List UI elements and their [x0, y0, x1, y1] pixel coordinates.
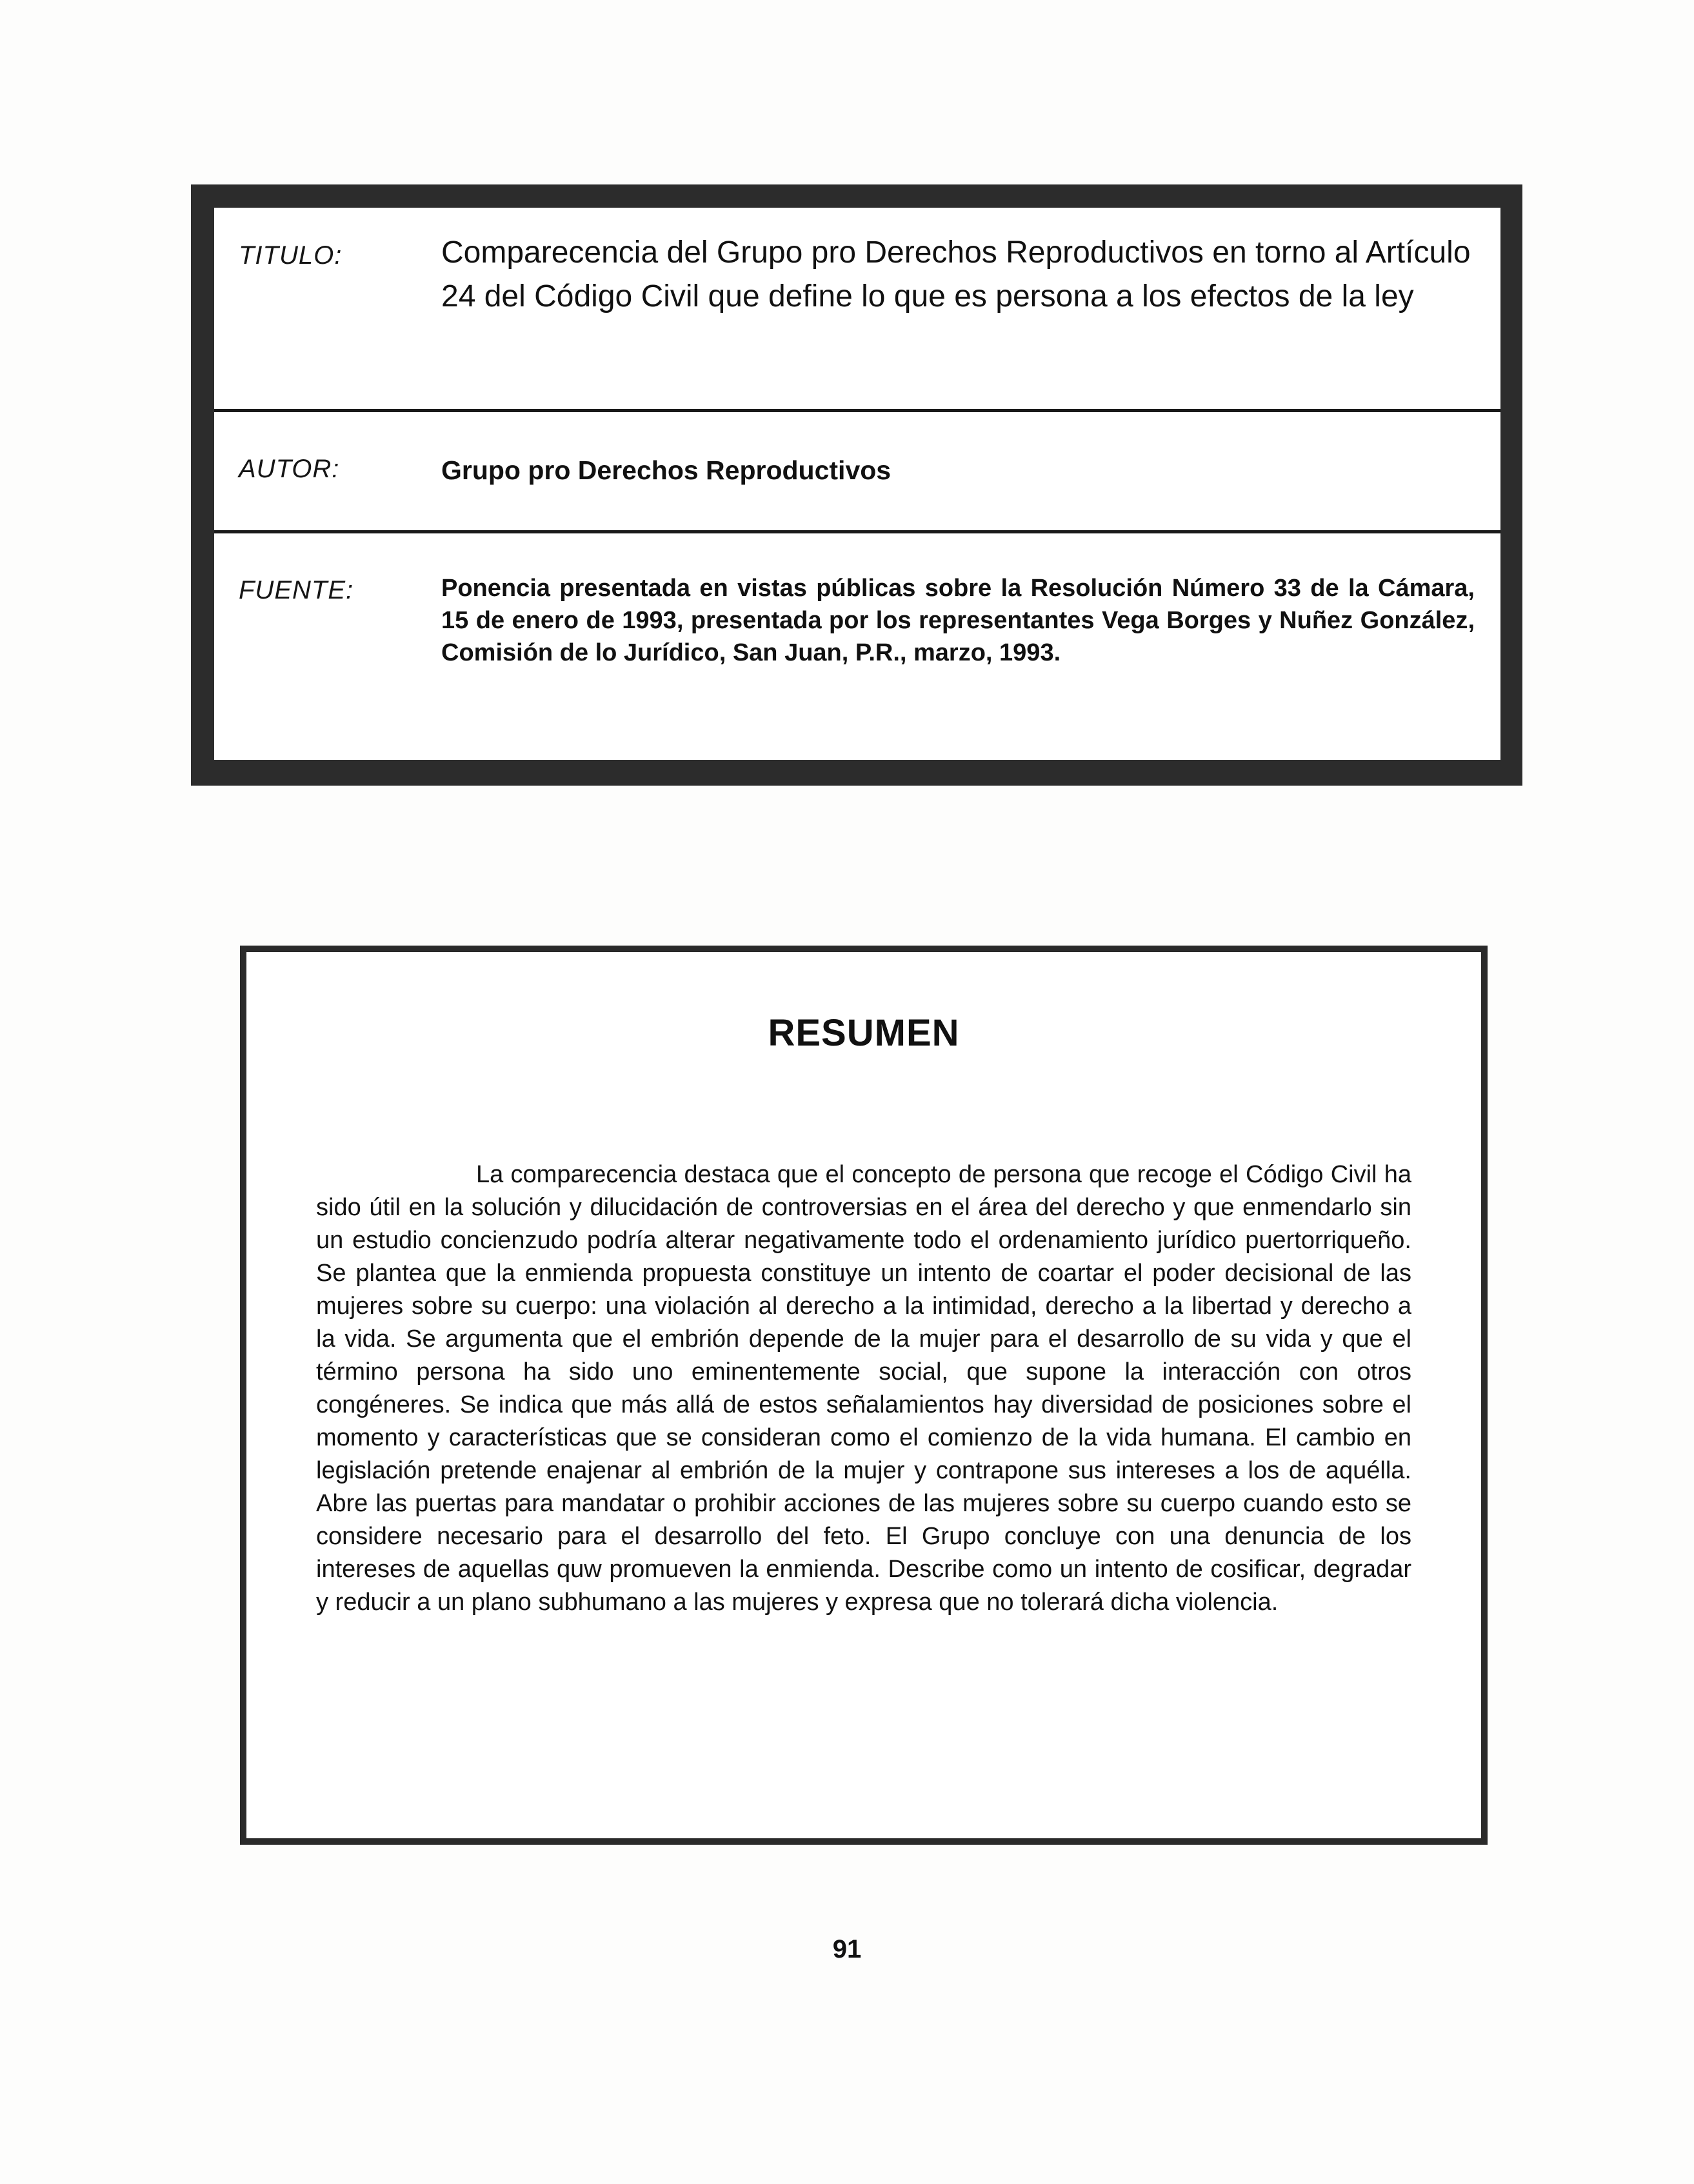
fuente-value: Ponencia presentada en vistas públicas sobre la Resolución Número 33 de la Cámara, 15 de enero de 1993, presentada por los representantes Vega Borges y Nuñez González, Comisión de lo Jurídico, San Juan, P.R., marzo, 1993. — [441, 575, 1475, 666]
autor-label: AUTOR: — [239, 455, 340, 483]
autor-value: Grupo pro Derechos Reproductivos — [441, 455, 892, 485]
fuente-label: FUENTE: — [239, 576, 354, 604]
titulo-row — [214, 208, 1500, 408]
bibliographic-record-box — [191, 184, 1522, 786]
titulo-label: TITULO: — [239, 241, 343, 270]
resumen-title: RESUMEN — [768, 1012, 960, 1054]
bibliographic-record-inner — [214, 208, 1500, 760]
titulo-value: Comparecencia del Grupo pro Derechos Reproductivos en torno al Artículo 24 del Código Civil que define lo que es persona a los efectos de la ley — [441, 235, 1471, 313]
page-number: 91 — [832, 1935, 862, 1963]
resumen-body: La comparecencia destaca que el concepto de persona que recoge el Código Civil ha sido útil en la solución y dilucidación de controversias en el área del derecho y que enmendarlo sin un estudio concienzudo podría alterar negativamente todo el ordenamiento jurídico puertorriqueño. Se plantea que la enmienda propuesta constituye un intento de coartar el poder decisional de las mujeres sobre su cuerpo: una violación al derecho a la intimidad, derecho a la libertad y derecho a la vida. Se argumenta que el embrión depende de la mujer para el desarrollo de su vida y que el término persona ha sido uno eminentemente social, que supone la interacción con otros congéneres. Se indica que más allá de estos señalamientos hay diversidad de posiciones sobre el momento y características que se consideran como el comienzo de la vida humana. El cambio en legislación pretende enajenar al embrión de la mujer y contrapone sus intereses a los de aquélla. Abre las puertas para mandatar o prohibir acciones de las mujeres sobre su cuerpo cuando esto se considere necesario para el desarrollo del feto. El Grupo concluye con una denuncia de los intereses de aquellas quw promueven la enmienda. Describe como un intento de cosificar, degradar y reducir a un plano subhumano a las mujeres y expresa que no tolerará dicha violencia. — [316, 1161, 1411, 1616]
resumen-box — [240, 946, 1488, 1845]
autor-row — [214, 412, 1500, 530]
fuente-row — [214, 533, 1500, 760]
